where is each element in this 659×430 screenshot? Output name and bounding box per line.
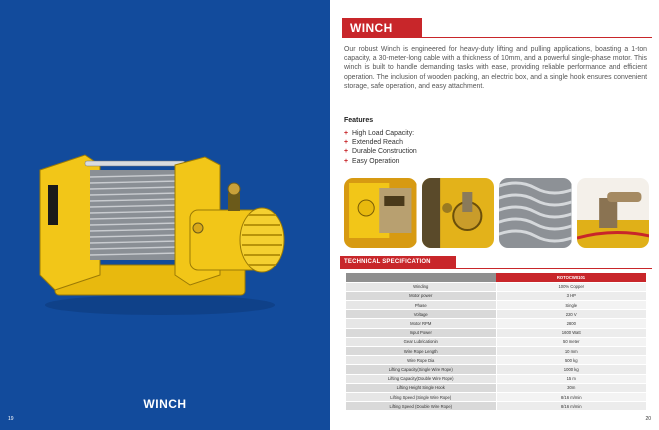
detail-photo-lever bbox=[577, 178, 650, 248]
features-heading: Features bbox=[344, 117, 374, 124]
spec-header-blank bbox=[346, 273, 496, 282]
spec-param: Winding bbox=[346, 282, 496, 291]
detail-photo-housing bbox=[344, 178, 417, 248]
spec-heading-bar bbox=[340, 256, 456, 268]
spec-param: Lifting Speed (Double Wire Rope) bbox=[346, 402, 496, 411]
spec-value: 30m bbox=[496, 383, 646, 392]
right-page bbox=[330, 0, 659, 430]
title-banner bbox=[342, 18, 422, 37]
spec-heading: TECHNICAL SPECIFICATION bbox=[344, 258, 431, 265]
feature-label: Extended Reach bbox=[352, 139, 403, 147]
spec-value: 8/16 m/min bbox=[496, 392, 646, 401]
spec-value: Single bbox=[496, 301, 646, 310]
left-page-title: WINCH bbox=[143, 397, 187, 411]
table-row bbox=[346, 392, 646, 401]
spec-underline bbox=[340, 268, 652, 269]
spec-param: Wire Rope Length bbox=[346, 347, 496, 356]
feature-label: Durable Construction bbox=[352, 148, 417, 156]
page-number-right: 20 bbox=[645, 416, 651, 422]
spec-param: Lifting Speed (Single Wire Rope) bbox=[346, 392, 496, 401]
table-row bbox=[346, 319, 646, 328]
spec-value: 10 mm bbox=[496, 347, 646, 356]
spec-value: 50 meter bbox=[496, 337, 646, 346]
spec-value: 1000 kg bbox=[496, 365, 646, 374]
table-row bbox=[346, 291, 646, 300]
feature-label: High Load Capacity: bbox=[352, 130, 415, 137]
table-row bbox=[346, 356, 646, 365]
winch-product-image bbox=[30, 125, 290, 325]
table-row bbox=[346, 374, 646, 383]
page-title: WINCH bbox=[350, 21, 393, 35]
plus-icon: + bbox=[344, 157, 349, 165]
product-description: Our robust Winch is engineered for heavy-duty lifting and pulling applications, boasting a 1-ton capacity, a 30-meter-long cable with a thickness of 10mm, and a powerful single-phase motor. This winch is built to handle demanding tasks with ease, providing reliable performance and efficient operation. The inclusion of wooden packing, an electric box, and a single hook ensures convenient storage, safe operation, and easy attachment. bbox=[344, 46, 647, 90]
table-row bbox=[346, 310, 646, 319]
title-underline bbox=[342, 37, 652, 38]
table-row bbox=[346, 365, 646, 374]
plus-icon: + bbox=[344, 130, 349, 137]
spec-value: 100% Copper bbox=[496, 282, 646, 291]
spec-param: Phase bbox=[346, 301, 496, 310]
spec-param: Lifting Capacity(Double Wire Rope) bbox=[346, 374, 496, 383]
spec-value: 1600 Watt bbox=[496, 328, 646, 337]
feature-item bbox=[344, 129, 417, 138]
spec-value: 220 V bbox=[496, 310, 646, 319]
spec-param: Motor power bbox=[346, 291, 496, 300]
table-row bbox=[346, 301, 646, 310]
spec-value: 3 HP bbox=[496, 291, 646, 300]
spec-table bbox=[346, 273, 646, 411]
features-list bbox=[344, 129, 417, 166]
table-row bbox=[346, 383, 646, 392]
plus-icon: + bbox=[344, 139, 349, 147]
spec-param: Voltage bbox=[346, 310, 496, 319]
spec-param: Lifting Capacity(Single Wire Rope) bbox=[346, 365, 496, 374]
spec-param: Gear Lubricationin bbox=[346, 337, 496, 346]
feature-item bbox=[344, 157, 417, 166]
feature-item bbox=[344, 138, 417, 147]
table-row bbox=[346, 282, 646, 291]
spec-value: 500 kg bbox=[496, 356, 646, 365]
table-row bbox=[346, 337, 646, 346]
spec-value: 8/16 m/min bbox=[496, 402, 646, 411]
spec-model-header: ROTOCW0101 bbox=[496, 273, 646, 282]
plus-icon: + bbox=[344, 148, 349, 156]
spec-value: 2800 bbox=[496, 319, 646, 328]
spec-value: 15 m bbox=[496, 374, 646, 383]
page-number-left: 19 bbox=[8, 416, 14, 422]
detail-photo-bolt bbox=[422, 178, 495, 248]
table-row bbox=[346, 402, 646, 411]
spec-param: Wire Rope Dia bbox=[346, 356, 496, 365]
spec-param: Motor RPM bbox=[346, 319, 496, 328]
spec-param: Lifting Height Single Hook bbox=[346, 383, 496, 392]
spec-param: Input Power bbox=[346, 328, 496, 337]
spec-header-row bbox=[346, 273, 646, 282]
table-row bbox=[346, 328, 646, 337]
table-row bbox=[346, 347, 646, 356]
feature-label: Easy Operation bbox=[352, 157, 400, 165]
feature-item bbox=[344, 147, 417, 156]
detail-photo-row bbox=[344, 178, 649, 248]
detail-photo-wire-rope bbox=[499, 178, 572, 248]
